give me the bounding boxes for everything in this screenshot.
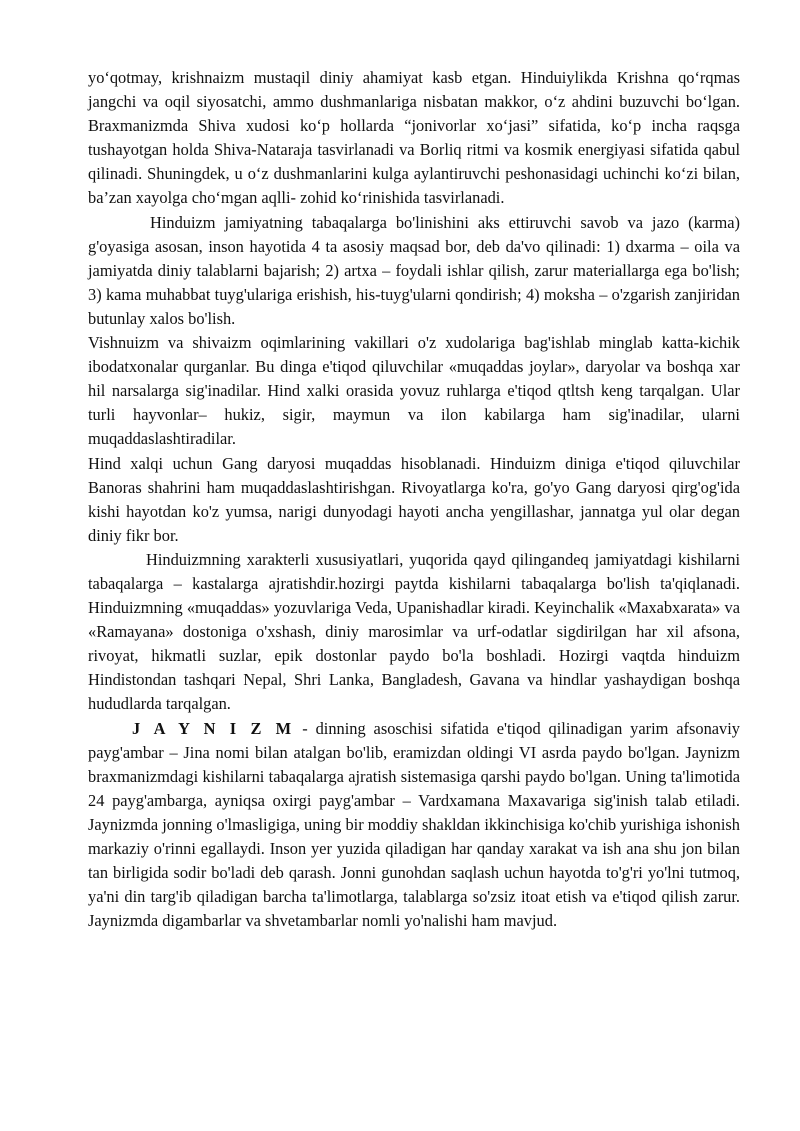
jainism-body-text: - dinning asoschisi sifatida e'tiqod qilinadigan yarim afsonaviy payg'ambar – Jina nomi bilan atalgan bo'lib, eramizdan oldingi VI asrda paydo bo'lgan. Jaynizm braxmanizmdagi kishilarni tabaqalarga ajratish sistemasiga qarshi paydo bo'lgan. Uning ta'limotida 24 payg'ambarga, ayniqsa oxirgi payg'ambar – Vardxamana Maxavariga sig'inish talab etiladi. Jaynizmda jonning o'lmasligiga, uning bir moddiy shakldan ikkinchisiga ko'chib yurishiga ishonish markaziy o'rinni egallaydi. Inson yer yuzida qiladigan har qanday xarakat va ish ana shu jon bilan tan birligida sodir bo'ladi deb qarash. Jonni gunohdan saqlash uchun hayotda to'g'ri yo'lni tutmoq, ya'ni din targ'ib qiladigan barcha ta'limotlarga, talablarga so'zsiz itoat etish va e'tiqod qilish zarur. Jaynizmda digambarlar va shvetambarlar nomli yo'nalishi ham mavjud.	[88, 718, 740, 931]
paragraph-jainism	[88, 717, 740, 934]
paragraph-vishnuism-shivaism: Vishnuizm va shivaizm oqimlarining vakillari o'z xudolariga bag'ishlab minglab katta-kichik ibodatxonalar qurganlar. Bu dinga e'tiqod qiluvchilar «muqaddas joylar», daryolar va boshqa xar hil narsalarga sig'inadilar. Hind xalki orasida yovuz ruhlarga e'tiqod qtltsh keng tarqalgan. Ular turli hayvonlar– hukiz, sigir, maymun va ilon kabilarga ham sig'inadilar, ularni muqaddaslashtiradilar.	[88, 333, 740, 449]
jainism-heading: J A Y N I Z M	[132, 718, 295, 738]
paragraph-hinduism-features: Hinduizmning xarakterli xususiyatlari, yuqorida qayd qilingandeq jamiyatdagi kishilarni tabaqalarga – kastalarga ajratishdir.hozirgi paytda kishilarni tabaqalarga bo'lish ta'qiqlanadi. Hinduizmning «muqaddas» yozuvlariga Veda, Upanishadlar kiradi. Keyinchalik «Maxabxarata» va «Ramayana» dostoniga o'xshash, diniy marosimlar va urf-odatlar sigdirilgan har xil afsona, rivoyat, hikmatli suzlar, epik dostonlar paydo bo'la boshladi. Hozirgi vaqtda hinduizm Hindistondan tashqari Nepal, Shri Lanka, Bangladesh, Gavana va hindlar yashaydigan boshqa hududlarda tarqalgan.	[88, 549, 740, 714]
document-page	[88, 66, 740, 933]
paragraph-ganges-river: Hind xalqi uchun Gang daryosi muqaddas hisoblanadi. Hinduizm diniga e'tiqod qiluvchilar Banoras shahrini ham muqaddaslashtirishgan. Rivoyatlarga ko'ra, go'yo Gang daryosi qirg'og'ida kishi hayotdan ko'z yumsa, narigi dunyodagi hayoti ancha yengillashar, jannatga yul olar degan diniy fikr bor.	[88, 453, 740, 545]
paragraph-karma-goals: Hinduizm jamiyatning tabaqalarga bo'linishini aks ettiruvchi savob va jazo (karma) g'oyasiga asosan, inson hayotida 4 ta asosiy maqsad bor, deb da'vo qilinadi: 1) dxarma – oila va jamiyatda diniy talablarni bajarish; 2) artxa – foydali ishlar qilish, zarur materiallarga ega bo'lish; 3) kama muhabbat tuyg'ulariga erishish, his-tuyg'ularni qondirish; 4) moksha – o'zgarish zanjiridan butunlay xalos bo'lish.	[88, 212, 740, 328]
paragraph-krishna-shiva: yo‘qotmay, krishnaizm mustaqil diniy ahamiyat kasb etgan. Hinduiylikda Krishna qo‘rqmas jangchi va oqil siyosatchi, ammo dushmanlariga nisbatan makkor, o‘z ahdini buzuvchi bo‘lgan. Braxmanizmda Shiva xudosi ko‘p hollarda “jonivorlar xo‘jasi” sifatida, ko‘p incha raqsga tushayotgan holda Shiva-Nataraja tasvirlanadi va Borliq ritmi va kosmik energiyasi sifatida qabul qilinadi. Shuningdek, u o‘z dushmanlarini kulga aylantiruvchi peshonasidagi uchinchi ko‘zi bilan, ba’zan xayolga cho‘mgan aqlli- zohid ko‘rinishida tasvirlanadi.	[88, 68, 740, 208]
